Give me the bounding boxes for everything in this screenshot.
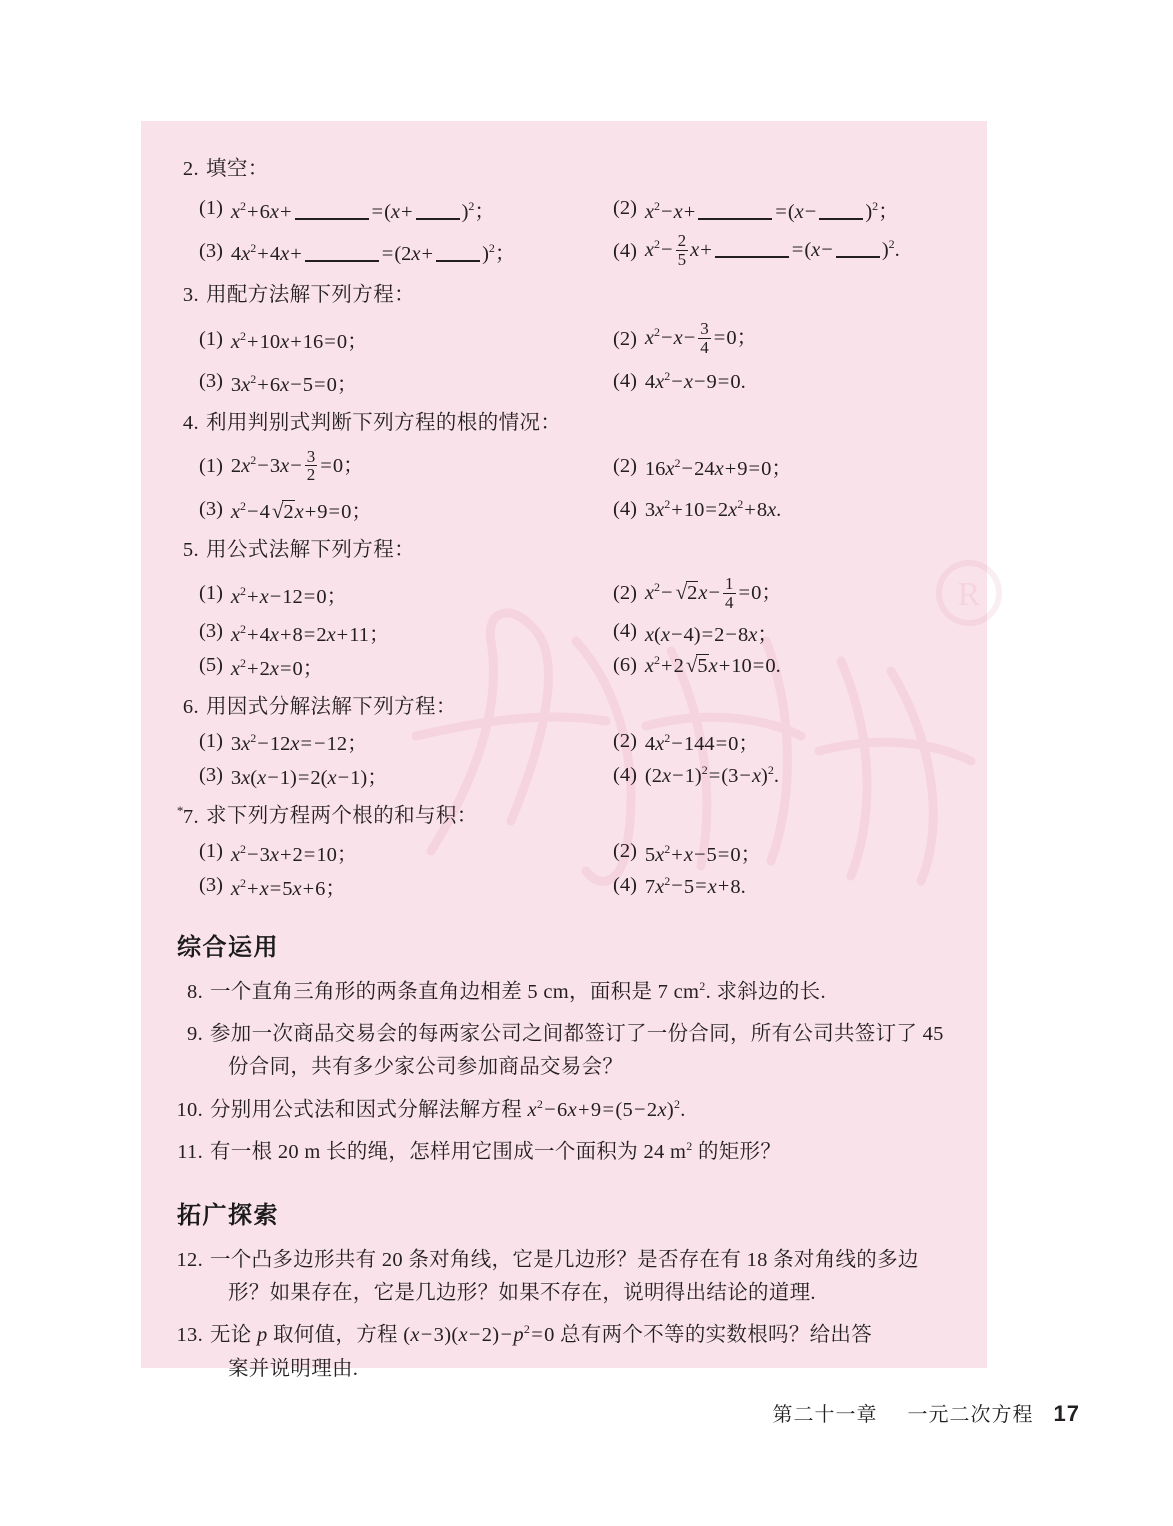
subproblem xyxy=(199,575,613,613)
exercise-stem xyxy=(165,154,957,185)
subproblem xyxy=(199,494,613,524)
subproblem-label: (2) xyxy=(613,582,637,605)
exercise-stem xyxy=(165,535,957,566)
exercise-stem-text: 求下列方程两个根的和与积： xyxy=(206,805,478,828)
subproblem xyxy=(199,367,613,397)
subproblem-equation: $4x^2-144=0$； xyxy=(644,731,759,756)
subproblem-equation: $7x^2-5=x+8$. xyxy=(644,873,746,898)
subproblem-equation: $x^2+x-12=0$； xyxy=(230,583,348,608)
section-heading-exploration: 拓广探索 xyxy=(177,1201,279,1229)
subproblem-label: (4) xyxy=(613,239,637,262)
subproblem-label: (5) xyxy=(199,654,223,677)
subproblem-row xyxy=(199,230,957,270)
subproblem-label: (4) xyxy=(613,497,637,520)
subproblem xyxy=(613,367,957,397)
problem-number: 8. xyxy=(187,980,203,1003)
exercise-number: 5. xyxy=(182,539,199,562)
section-heading-comprehensive: 综合运用 xyxy=(177,933,279,961)
problem-13 xyxy=(165,1319,957,1385)
subproblem-equation: $x^2+4x+8=2x+11$； xyxy=(230,621,390,646)
subproblem xyxy=(613,726,957,756)
subproblem-equation: $x^2-3x+2=10$； xyxy=(230,842,358,866)
subproblem-label: (2) xyxy=(613,197,637,220)
subproblem xyxy=(613,871,957,901)
exercise-stem-text: 用配方法解下列方程： xyxy=(206,284,415,307)
problem-number: 11. xyxy=(177,1140,203,1163)
subproblem xyxy=(199,448,613,486)
exercise-panel xyxy=(141,121,987,1380)
problem-11 xyxy=(165,1136,957,1169)
subproblem-label: (3) xyxy=(199,239,223,262)
subproblem-row xyxy=(199,494,957,524)
subproblem-label: (2) xyxy=(613,327,637,350)
problem-8 xyxy=(165,976,957,1009)
subproblem xyxy=(199,194,613,224)
footer-title: 一元二次方程 xyxy=(907,1404,1034,1426)
subproblem-equation: $3x^2+10=2x^2+8x$. xyxy=(644,496,782,521)
problem-text: 一个直角三角形的两条直角边相差 5 cm，面积是 7 $cm^2$. 求斜边的长. xyxy=(210,979,826,1003)
subproblem xyxy=(199,837,613,867)
exercise-stem-text: 填空： xyxy=(206,158,269,180)
subproblem-row xyxy=(199,760,957,790)
subproblem xyxy=(199,617,613,647)
exercise-stem-text: 用公式法解下列方程： xyxy=(206,539,415,562)
subproblem-equation: $x^2-4√2x+9=0$； xyxy=(230,499,372,524)
exercise-content xyxy=(141,121,987,1386)
problem-number: 13. xyxy=(176,1324,203,1347)
subproblem xyxy=(613,575,957,613)
exercise-stem-text: 用因式分解法解下列方程： xyxy=(206,695,457,718)
footer-chapter: 第二十一章 xyxy=(772,1404,878,1426)
subproblem-equation: $3x^2+6x-5=0$； xyxy=(230,372,358,396)
subproblem-equation: $x^2+2√5x+10=0$. xyxy=(644,653,781,678)
square-root-icon: √2 xyxy=(675,579,698,604)
problem-9 xyxy=(165,1018,957,1084)
subproblem-equation: 3x(x−1)=2(x−1)； xyxy=(230,767,388,790)
problem-line-1: 无论 p 取何值，方程 $(x-3)(x-2)-p^2=0$ 总有两个不等的实数根吗？给出答 xyxy=(210,1322,873,1347)
exercise-stem-text: 利用判别式判断下列方程的根的情况： xyxy=(206,411,562,434)
square-root-icon: √2 xyxy=(271,499,294,524)
subproblem-label: (1) xyxy=(199,582,223,605)
subproblem xyxy=(613,837,957,867)
problem-number: 10. xyxy=(176,1098,203,1121)
problem-line-1: 参加一次商品交易会的每两家公司之间都签订了一份合同，所有公司共签订了 45 xyxy=(210,1023,944,1046)
problem-line-1: 一个凸多边形共有 20 条对角线，它是几边形？是否存在有 18 条对角线的多边 xyxy=(210,1248,919,1271)
subproblem xyxy=(613,651,957,681)
subproblem-label: (1) xyxy=(199,729,223,752)
subproblem-label: (3) xyxy=(199,620,223,643)
subproblem-equation: $4x^2-x-9=0$. xyxy=(644,369,746,394)
problem-text xyxy=(210,1319,957,1385)
subproblem xyxy=(199,651,613,681)
subproblem-equation: $x^2-x-$ $\frac{3}{4}$ =0； xyxy=(644,319,758,357)
subproblem-label: (2) xyxy=(613,840,637,863)
subproblem-equation: $x^2-x+ =(x- )^2$； xyxy=(644,198,899,223)
starred-marker: * xyxy=(176,803,184,819)
subproblem-label: (3) xyxy=(199,874,223,897)
exercise-stem xyxy=(165,692,957,723)
subproblem xyxy=(613,617,957,647)
subproblem-label: (3) xyxy=(199,763,223,786)
subproblem-label: (1) xyxy=(199,454,223,477)
problem-line-2: 份合同，共有多少家公司参加商品交易会？ xyxy=(228,1056,624,1079)
subproblem-equation: $x^2+x=5x+6$； xyxy=(230,876,346,900)
problem-line-2: 案并说明理由. xyxy=(228,1357,359,1380)
exercise-stem xyxy=(165,801,957,833)
subproblem-row xyxy=(199,194,957,224)
subproblem xyxy=(199,233,613,270)
subproblem-equation: x(x−4)=2−8x； xyxy=(644,623,778,646)
problem-10 xyxy=(165,1094,957,1127)
subproblem xyxy=(613,194,957,224)
problem-text: 分别用公式法和因式分解法解方程 $x^2-6x+9=(5-2x)^2$. xyxy=(210,1096,686,1121)
subproblem-row xyxy=(199,871,957,901)
subproblem-equation: $4x^2+4x+ =(2x+ )^2$； xyxy=(230,241,516,266)
subproblem-label: (4) xyxy=(613,620,637,643)
subproblem-label: (3) xyxy=(199,370,223,393)
subproblem-label: (1) xyxy=(199,197,223,220)
subproblem-label: (1) xyxy=(199,840,223,863)
subproblem-label: (6) xyxy=(613,654,637,677)
subproblem xyxy=(199,320,613,358)
square-root-icon: √5 xyxy=(685,653,708,678)
subproblem-equation: $(2x-1)^2=(3-x)^2$. xyxy=(644,762,779,787)
svg-text:R: R xyxy=(957,576,981,613)
exercise-number: *7. xyxy=(176,803,199,829)
exercise-stem xyxy=(165,280,957,311)
subproblem-equation: $x^2+10x+16=0$； xyxy=(230,329,368,353)
problem-number: 9. xyxy=(187,1023,203,1046)
subproblem-row xyxy=(199,367,957,397)
subproblem-row xyxy=(199,617,957,647)
subproblem-equation: $x^2+2x=0$； xyxy=(230,655,324,680)
subproblem xyxy=(613,760,957,790)
subproblem xyxy=(613,494,957,524)
problem-text: 有一根 20 m 长的绳，怎样用它围成一个面积为 24 $m^2$ 的矩形？ xyxy=(210,1138,782,1163)
exercise-number: 3. xyxy=(182,284,199,307)
page-number: 17 xyxy=(1053,1401,1080,1426)
problem-line-2: 形？如果存在，它是几边形？如果不存在，说明得出结论的道理. xyxy=(228,1282,816,1305)
page-footer xyxy=(0,1398,1173,1427)
subproblem xyxy=(613,320,957,358)
subproblem-row xyxy=(199,651,957,681)
problem-12 xyxy=(165,1244,957,1310)
subproblem-equation: $3x^2-12x=-12$； xyxy=(230,731,368,756)
subproblem-equation: $x^2+6x+ =(x+ )^2$； xyxy=(230,198,495,223)
subproblem-label: (4) xyxy=(613,370,637,393)
exercise-stem xyxy=(165,408,957,439)
subproblem-label: (3) xyxy=(199,497,223,520)
subproblem-equation: $x^2-$ $\frac{2}{5}$ $x+ =(x- )^2$. xyxy=(644,230,900,269)
subproblem xyxy=(613,230,957,270)
subproblem-equation: $16x^2-24x+9=0$； xyxy=(644,456,792,481)
subproblem-equation: $2x^2-3x-$ $\frac{3}{2}$ =0； xyxy=(230,446,364,485)
exercise-number: 6. xyxy=(182,695,199,718)
subproblem-row xyxy=(199,448,957,486)
subproblem-label: (1) xyxy=(199,327,223,350)
problem-text xyxy=(210,1018,957,1084)
subproblem-row xyxy=(199,575,957,613)
subproblem-row xyxy=(199,837,957,867)
exercise-number: 4. xyxy=(182,411,199,434)
subproblem-row xyxy=(199,320,957,358)
subproblem-row xyxy=(199,726,957,756)
subproblem-equation: $5x^2+x-5=0$； xyxy=(644,842,762,866)
problem-text xyxy=(210,1244,957,1310)
subproblem-equation: $x^2- √2x-$ $\frac{1}{4}$ =0； xyxy=(644,573,782,612)
subproblem-label: (2) xyxy=(613,454,637,477)
subproblem xyxy=(199,760,613,790)
subproblem-label: (2) xyxy=(613,729,637,752)
subproblem-label: (4) xyxy=(613,874,637,897)
subproblem-label: (4) xyxy=(613,763,637,786)
exercise-number: 2. xyxy=(182,158,199,180)
subproblem xyxy=(199,871,613,901)
problem-number: 12. xyxy=(176,1248,203,1271)
subproblem xyxy=(613,448,957,486)
subproblem xyxy=(199,726,613,756)
